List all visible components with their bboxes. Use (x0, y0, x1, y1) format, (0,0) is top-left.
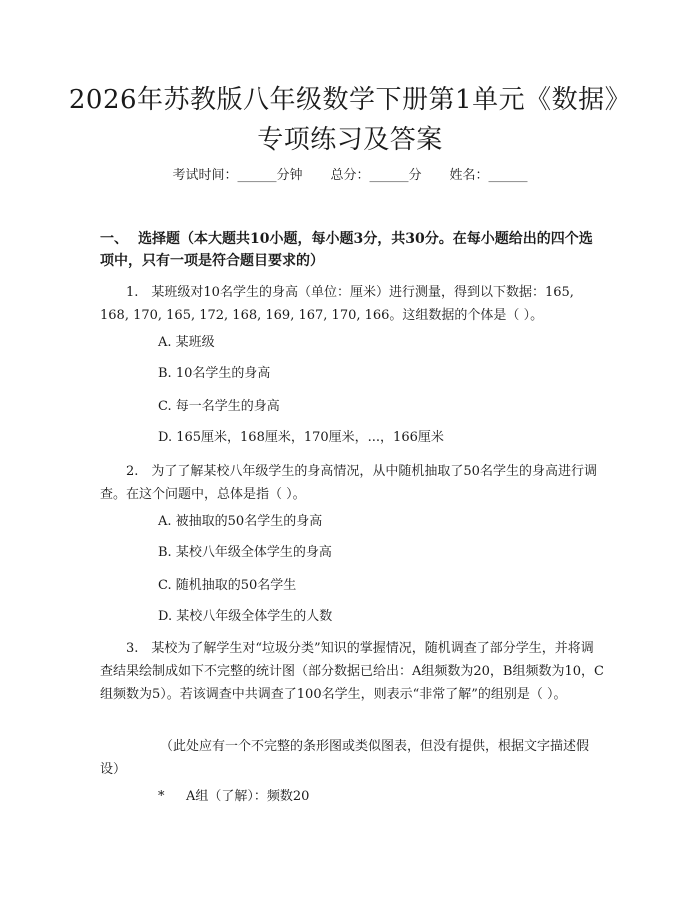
section-heading (100, 228, 600, 272)
question-1-option-d: D. 165厘米，168厘米，170厘米，...，166厘米 (158, 430, 444, 445)
question-1-option-c: C. 每一名学生的身高 (158, 399, 280, 414)
question-2-stem: 2. 为了了解某校八年级学生的身高情况，从中随机抽取了50名学生的身高进行调查。在这个问题中，总体是指（ ）。 (100, 464, 597, 502)
exam-info-line (0, 166, 700, 186)
question-3-data-item (158, 787, 608, 807)
question-3-stem: 3. 某校为了解学生对“垃圾分类”知识的掌握情况，随机调查了部分学生，并将调查结果绘制成如下不完整的统计图（部分数据已给出：A组频数为20，B组频数为10，C组频数为5）。若该调查中共调查了100名学生，则表示“非常了解”的组别是（ ）。 (100, 641, 604, 702)
question-2-option-a: A. 被抽取的50名学生的身高 (158, 514, 323, 529)
bullet-marker: * (158, 789, 165, 804)
question-2-option-b: B. 某校八年级全体学生的身高 (158, 545, 332, 560)
exam-time-field: 考试时间：______分钟 (172, 168, 303, 183)
section-instructions: 选择题（本大题共10小题，每小题3分，共30分。在每小题给出的四个选项中，只有一项是符合题目要求的） (100, 231, 593, 269)
question-3-data-text: A组（了解）：频数20 (186, 789, 310, 804)
question-1-option-b: B. 10名学生的身高 (158, 366, 271, 381)
question-2-option-d: D. 某校八年级全体学生的人数 (158, 609, 333, 624)
student-name-field: 姓名：______ (449, 168, 528, 183)
question-1-stem: 1. 某班级对10名学生的身高（单位：厘米）进行测量，得到以下数据：165, 168, 170, 165, 172, 168, 169, 167, 170, 166。这组数据的个体是（ ）。 (100, 285, 574, 323)
page-title: 2026年苏教版八年级数学下册第1单元《数据》专项练习及答案 (68, 85, 632, 155)
question-1-option-a: A. 某班级 (158, 335, 215, 350)
question-3-chart-note: （此处应有一个不完整的条形图或类似图表，但没有提供，根据文字描述假设） (100, 739, 590, 777)
question-2-option-c: C. 随机抽取的50名学生 (158, 578, 297, 593)
section-number: 一、 (100, 231, 128, 247)
total-score-field: 总分：______分 (330, 168, 422, 183)
